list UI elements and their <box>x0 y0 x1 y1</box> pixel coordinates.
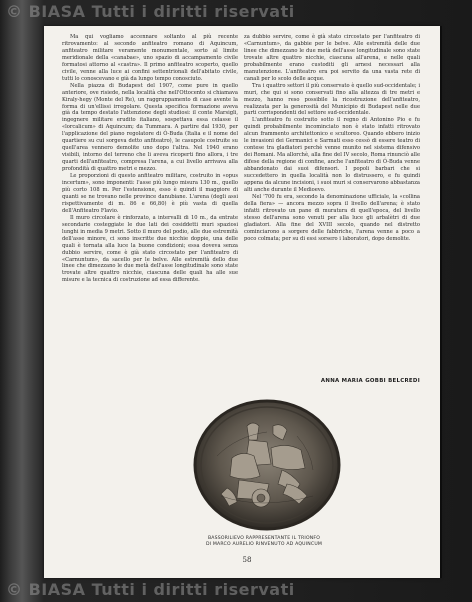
article-paragraph: Ma qui vogliamo accennare soltanto al più recente ritrovamento: al secondo anfiteatro romano di Aquincum, anfiteatro militare veramente monumentale, sorto al limite meridionale della «canabae», uno spazio di accampamento civile formatosi attorno al «castra». Il primo anfiteatro scoperto, quello civile, venne alla luce ai confini settentrionali dell'abitato civile, tutti lo conoscevano e già da lungo tempo conosciuto. <box>62 34 238 82</box>
page-number: 58 <box>242 556 252 564</box>
article-left-column <box>62 34 238 284</box>
bas-relief-photo <box>187 396 347 534</box>
article-paragraph: L'anfiteatro fu costruito sotto il regno di Antonino Pio e fu quindi probabilmente incominciato non è stato infatti ritrovato alcun frammento architettonico e scultoreo. Quando ebbero inizio le invasioni dei Germanici e Sarmati esso cessò di essere teatro di contese tra gladiatori perchè venne munito nel sistema difensivo dei Romani. Ma allorchè, alla fine del IV secolo, Roma rinunciò alle difese della regione di confine, anche l'anfiteatro di Ó-Buda venne abbandonato dai suoi difensori. I popoli barbari che si succedettero in quella località non lo distrussero, e fu quindi appena da alcune incisioni, i suoi muri si conservarono abbastanza alti anche durante il Medioevo. <box>244 117 420 193</box>
watermark-bottom: © BIASA Tutti i diritti riservati <box>6 580 295 599</box>
article-paragraph: za dubbio servire, come è già stato circostato per l'anfiteatro di «Carnuntum», da gabbie per le belve. Alle estremità delle due linee che dimezzano le due metà dell'asse longitudinale sono state trovate altre quattro nicchie, ciascuna all'arena, e nelle quali probabilmente erano custoditi gli arnesi necessari alla manutenzione. L'anfiteatro era poi servito da una vasta rete di canali per lo scolo delle acque. <box>244 34 420 82</box>
article-paragraph: Tra i quattro settori il più conservato è quello sud-occidentale; i muri, che qui si sono conservati fino alla altezza di tre metri e mezzo, hanno reso possibile la ricostruzione dell'anfiteatro, realizzata per la generosità del Municipio di Budapest nelle due parti corrispondenti del settore sud-occidentale. <box>244 82 420 117</box>
article-paragraph: Le proporzioni di questo anfiteatro militare, costruito in «opus incertum», sono imponenti: l'asse più lungo misura 130 m., quello più corto 108 m. Per l'estensione, esso è quindi il maggiore di quanti se ne trovano nelle province danubiane. L'arena (degli assi rispettivamente di m. 86 e 66,80) è più vasta di quella dell'Anfiteatro Flavio. <box>62 173 238 214</box>
figure-caption-line: DI MARCO AURELIO RINVENUTO AD AQUINCUM <box>205 541 323 547</box>
figure-caption <box>154 536 374 548</box>
page-edge-shadow <box>440 26 442 578</box>
article-paragraph: Il muro circolare è rinforzato, a intervalli di 10 m., da entrate secondarie costeggiate le due lati dei cosiddetti muri spaziosi lunghi in media 9 metri. Sotto il muro del podio, alle due estremità dell'asse minore, ci sono inscritte due nicchie doppie, una delle quali è tornata alla luce la buone condizioni; essa doveva senza dubbio servire, come è già stato circostato per l'anfiteatro di «Carnuntum», da sacello per le belve. Alle estremità dello due linee che dimezzano le due metà dell'asse longitudinale sono state trovate altre quattro nicchie, ciascuna delle quali ha alle sue misure e la tecnica di costruzione ad essa differente. <box>62 214 238 284</box>
author-signature: ANNA MARIA GOBBI BELCREDI <box>320 378 420 384</box>
article-paragraph: Nella piazza di Budapest del 1907, come pure in quello anteriore, ove risiede, nella località che nell'Ottocento si chiamava Kiraly-hegy (Monte del Re), un raggruppamento di case avente la forma di un'ellissi irregolare. Questa specifica formazione aveva già da tempo destato l'attenzione degli studiosi: il conte Marsigli, ingegnere militare erudito italiano, sospettava essa celasse il «lorcalicum» di Aquincum; da Tummara. A partire dal 1930, per l'applicazione del piano regolatore di Ó-Buda (Italia e il nome del quartiere su cui sorgeva detto anfiteatro), le casupole costruite su quell'area vennero demolite uno dopo l'altra. Nel 1940 erano visibili, intorno del terreno che li aveva ricoperti fino allora, i tre quarti dell'anfiteatro, compresa l'arena, a cui livello arrivava alla profondità di quattro metri e mezzo. <box>62 82 238 173</box>
magazine-page <box>44 26 440 578</box>
article-paragraph: Nel '700 fu era, secondo la denominazione ufficiale, la «collina della fiera» — ancora mezzo sopra il livello dell'arena; è stato infatti ritrovato un pane di muratura di quell'epoca, del livello stesso dell'arena sono venuti per alla luce gli arbalètri di due gladiatori. Alla fine del XVIII secolo, quando nel distretto cominciarono a sorgere delle fabbriche, l'arena venne a poco a poco colmata; per su di essi sorsero i laboratori, dopo demolite. <box>244 193 420 242</box>
article-right-column <box>244 34 420 243</box>
watermark-top: © BIASA Tutti i diritti riservati <box>6 2 295 21</box>
figure-caption-line: BASSORILIEVO RAPPRESENTANTE IL TRIONFO <box>207 536 321 541</box>
